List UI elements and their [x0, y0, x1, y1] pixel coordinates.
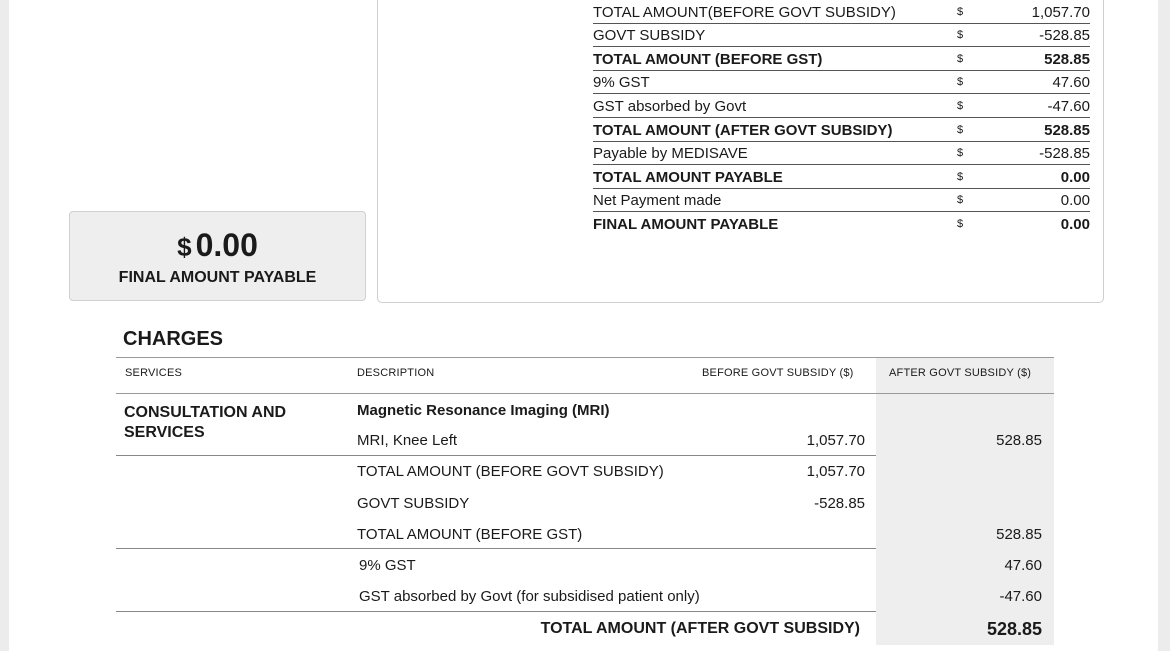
summary-row-currency: $: [953, 141, 997, 165]
summary-row-label: FINAL AMOUNT PAYABLE: [593, 215, 779, 233]
divider: [116, 611, 876, 612]
item-description: MRI, Knee Left: [357, 432, 458, 449]
summary-row-currency: $: [953, 23, 997, 47]
summary-row-value: 0.00: [997, 188, 1090, 212]
summary-row-label: GST absorbed by Govt: [593, 94, 953, 118]
summary-row: [593, 212, 1090, 235]
item-after-value: 528.85: [996, 432, 1042, 449]
gst-label: 9% GST: [359, 557, 416, 574]
divider: [116, 393, 1054, 394]
item-before-value: 1,057.70: [806, 432, 865, 449]
summary-row: [593, 117, 1090, 141]
summary-row-currency: $: [957, 217, 964, 230]
summary-row-value: 0.00: [997, 165, 1090, 189]
total-after-label: TOTAL AMOUNT (AFTER GOVT SUBSIDY): [540, 620, 860, 637]
summary-row-currency: $: [953, 188, 997, 212]
summary-row-label: TOTAL AMOUNT PAYABLE: [593, 165, 953, 189]
summary-row-value: -47.60: [997, 94, 1090, 118]
header-services: SERVICES: [125, 367, 183, 379]
subtotal-before-label: TOTAL AMOUNT (BEFORE GOVT SUBSIDY): [357, 463, 664, 480]
group-title: Magnetic Resonance Imaging (MRI): [357, 402, 610, 419]
summary-row-value: 528.85: [997, 117, 1090, 141]
summary-row-label: TOTAL AMOUNT(BEFORE GOVT SUBSIDY): [593, 0, 953, 23]
charges-title: CHARGES: [123, 328, 224, 350]
summary-row-value: 47.60: [997, 70, 1090, 94]
final-amount-box: [69, 211, 366, 301]
summary-row-currency: $: [953, 70, 997, 94]
summary-row: [593, 141, 1090, 165]
subsidy-value: -528.85: [814, 495, 865, 512]
subtotal-before-value: 1,057.70: [806, 463, 865, 480]
gst-absorbed-label: GST absorbed by Govt (for subsidised patient only): [359, 588, 700, 605]
header-before-subsidy: BEFORE GOVT SUBSIDY ($): [702, 367, 854, 379]
summary-row: [593, 23, 1090, 47]
gst-value: 47.60: [1004, 557, 1042, 574]
summary-row-value: 0.00: [1060, 215, 1090, 233]
service-name-line2: SERVICES: [124, 424, 205, 441]
header-after-subsidy: AFTER GOVT SUBSIDY ($): [889, 367, 1032, 379]
gst-absorbed-value: -47.60: [999, 588, 1042, 605]
total-after-value: 528.85: [986, 619, 1042, 639]
service-name-line1: CONSULTATION AND: [124, 404, 287, 421]
final-amount: [70, 226, 365, 266]
summary-row-label: Payable by MEDISAVE: [593, 141, 953, 165]
summary-row-value: -528.85: [997, 141, 1090, 165]
summary-row-currency: $: [953, 94, 997, 118]
divider: [116, 455, 876, 456]
summary-row: [593, 94, 1090, 118]
summary-row: [593, 188, 1090, 212]
summary-row: [593, 70, 1090, 94]
charges-table: [116, 357, 1054, 651]
summary-row-label: TOTAL AMOUNT (BEFORE GST): [593, 47, 953, 71]
summary-row-value: 1,057.70: [997, 0, 1090, 23]
divider: [116, 357, 1054, 358]
summary-row-currency: $: [953, 165, 997, 189]
summary-table: [593, 0, 1090, 235]
final-amount-currency: $: [177, 232, 192, 262]
summary-row-label: TOTAL AMOUNT (AFTER GOVT SUBSIDY): [593, 117, 953, 141]
summary-row-currency: $: [953, 0, 997, 23]
summary-row: [593, 47, 1090, 71]
summary-row-value: -528.85: [997, 23, 1090, 47]
summary-row: [593, 165, 1090, 189]
summary-row-currency: $: [953, 47, 997, 71]
header-description: DESCRIPTION: [357, 367, 435, 379]
summary-row-currency: $: [953, 117, 997, 141]
final-amount-value: 0.00: [195, 227, 258, 263]
summary-row-label: 9% GST: [593, 70, 953, 94]
divider: [116, 548, 876, 549]
summary-row-label: GOVT SUBSIDY: [593, 23, 953, 47]
summary-row: [593, 0, 1090, 23]
before-gst-label: TOTAL AMOUNT (BEFORE GST): [357, 526, 583, 543]
final-amount-label: FINAL AMOUNT PAYABLE: [118, 269, 317, 286]
summary-row-label: Net Payment made: [593, 188, 953, 212]
before-gst-value: 528.85: [996, 526, 1042, 543]
subsidy-label: GOVT SUBSIDY: [357, 495, 470, 512]
summary-row-value: 528.85: [997, 47, 1090, 71]
